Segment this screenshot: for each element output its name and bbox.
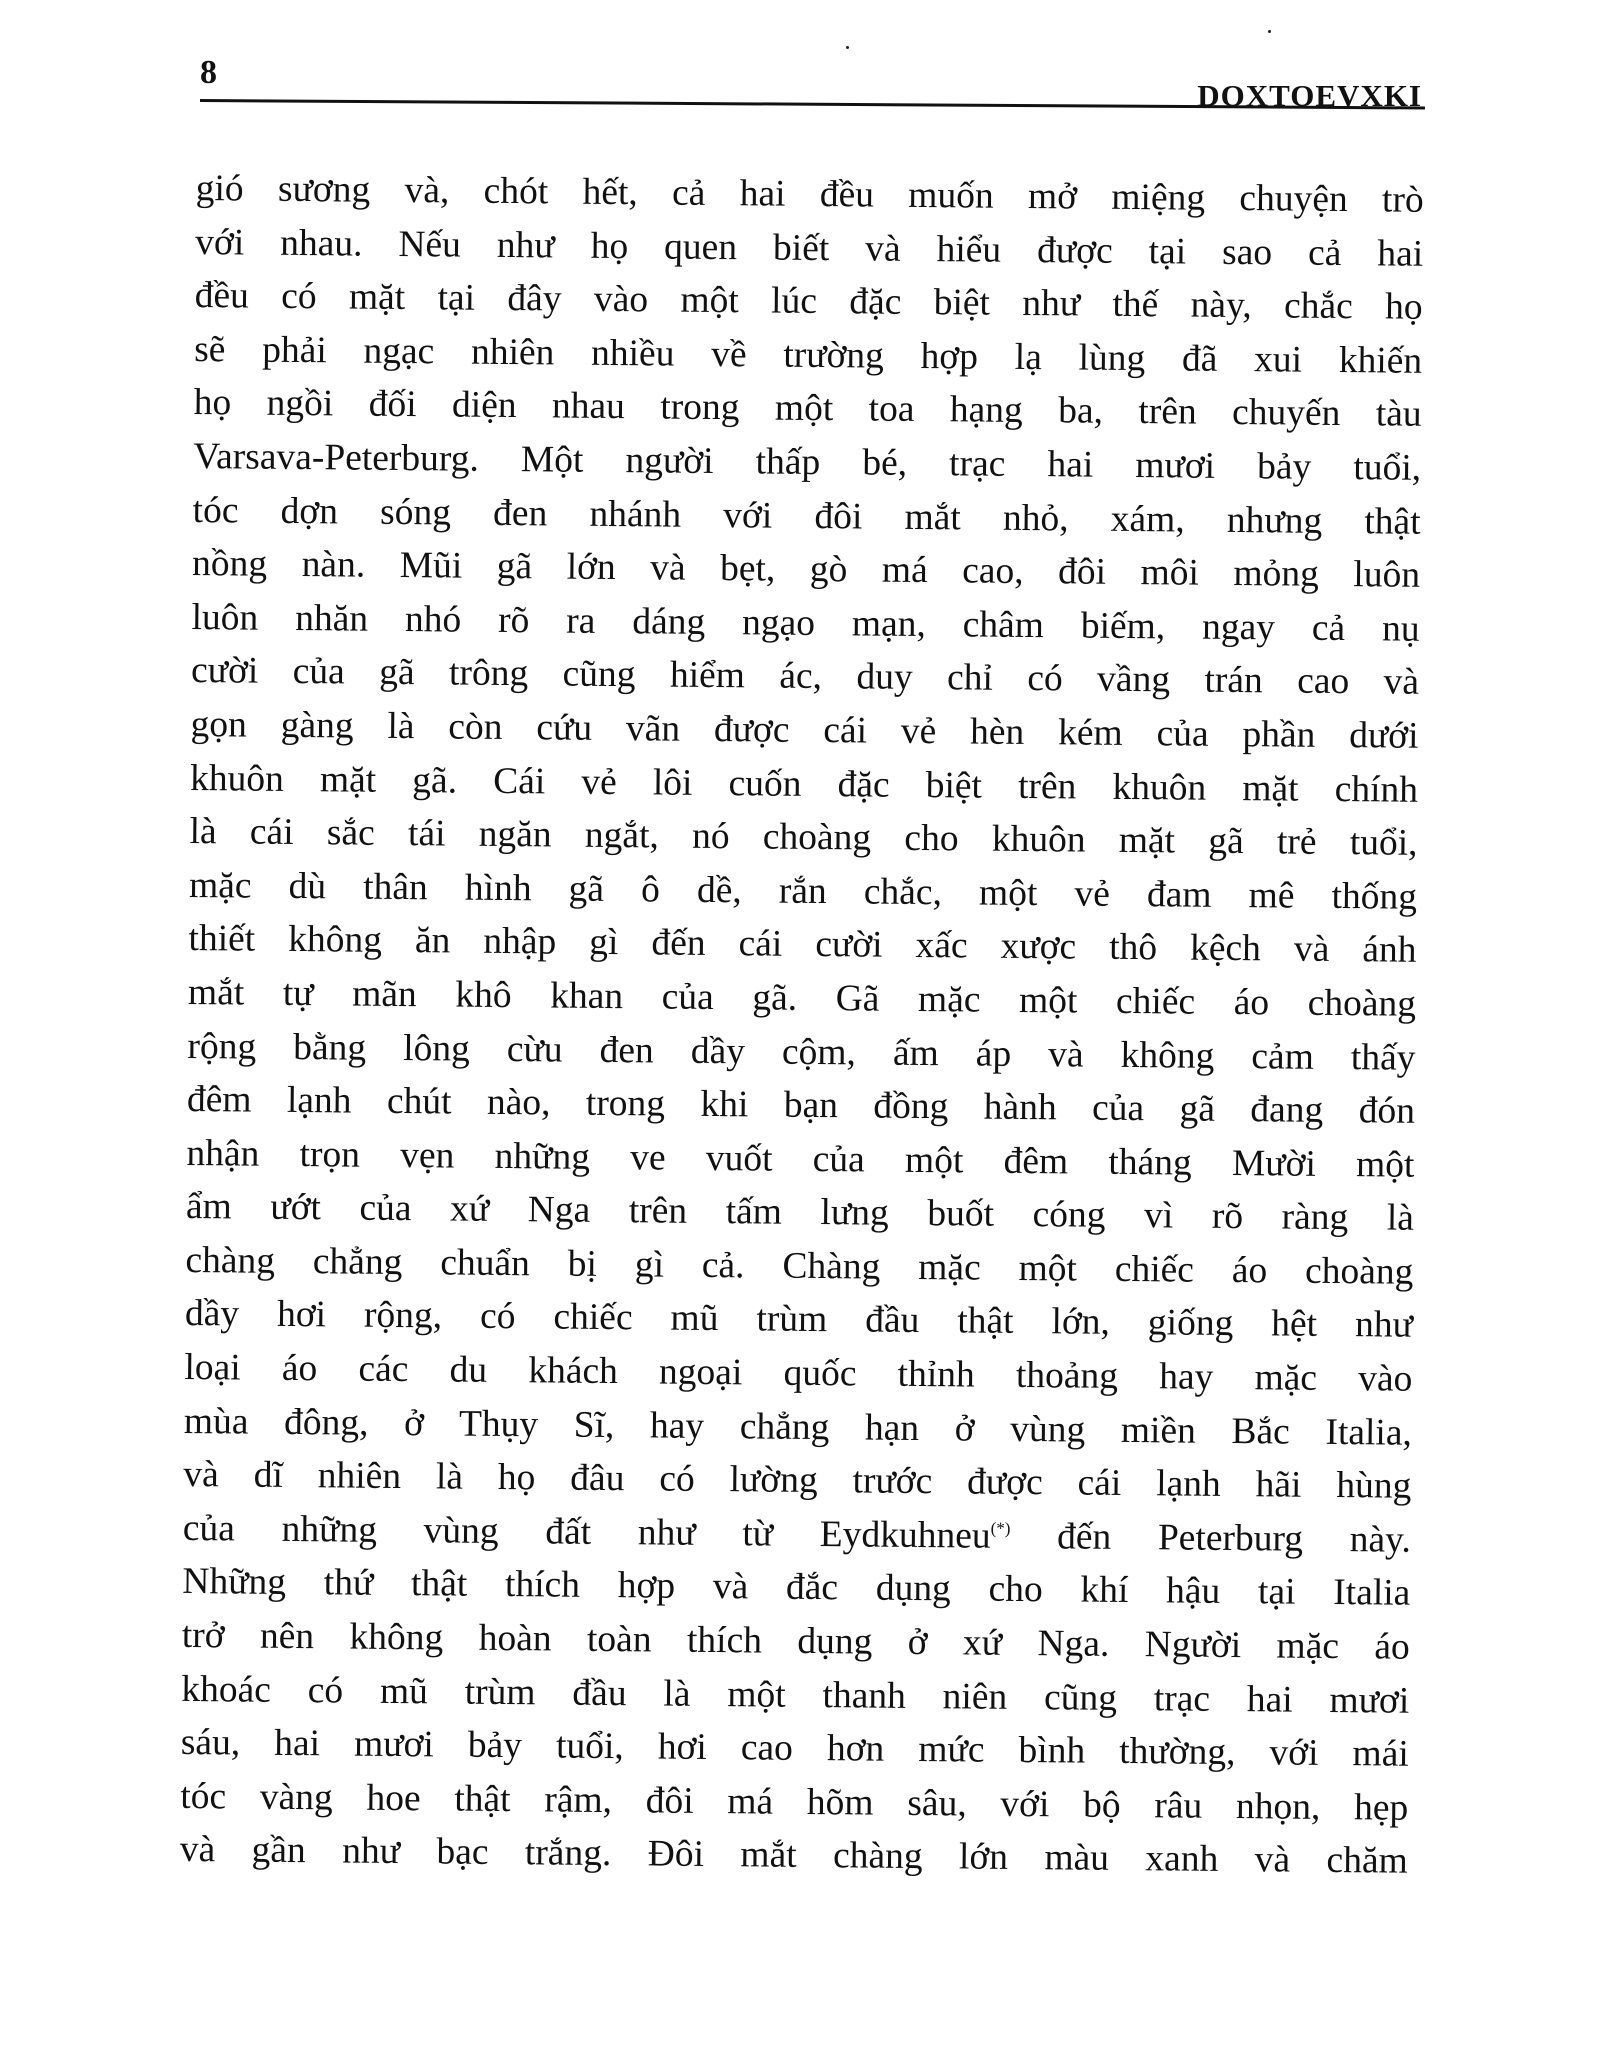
text-line: sáu, hai mươi bảy tuổi, hơi cao hơn mức bình thường, với mái <box>180 1722 1409 1775</box>
scan-speck <box>1268 30 1271 33</box>
text-line: sẽ phải ngạc nhiên nhiều về trường hợp lạ lùng đã xui khiến <box>194 328 1423 382</box>
text-line: với nhau. Nếu như họ quen biết và hiểu được tại sao cả hai <box>195 221 1424 275</box>
text-line: gọn gàng là còn cứu vãn được cái vẻ hèn kém của phần dưới <box>190 703 1419 757</box>
text-line: tóc dợn sóng đen nhánh với đôi mắt nhỏ, xám, nhưng thật <box>192 489 1421 543</box>
text-line: luôn nhăn nhó rõ ra dáng ngạo mạn, châm biếm, ngay cả nụ <box>191 596 1420 650</box>
scan-speck <box>846 46 849 49</box>
text-line: là cái sắc tái ngăn ngắt, nó choàng cho khuôn mặt gã trẻ tuổi, <box>189 811 1418 864</box>
text-line: nhận trọn vẹn những ve vuốt của một đêm tháng Mười một <box>186 1132 1415 1186</box>
text-line: mặc dù thân hình gã ô dề, rắn chắc, một vẻ đam mê thống <box>188 864 1418 918</box>
text-line-tail: đến Peterburg này. <box>1010 1515 1412 1561</box>
text-line: dầy hơi rộng, có chiếc mũ trùm đầu thật lớn, giống hệt như <box>184 1293 1414 1347</box>
text-line: mùa đông, ở Thụy Sĩ, hay chẳng hạn ở vùng miền Bắc Italia, <box>183 1400 1413 1454</box>
text-line: ẩm ướt của xứ Nga trên tấm lưng buốt cóng vì rõ ràng là <box>185 1186 1415 1240</box>
text-line: nồng nàn. Mũi gã lớn và bẹt, gò má cao, đôi môi mỏng luôn <box>191 543 1421 596</box>
text-line: đêm lạnh chút nào, trong khi bạn đồng hành của gã đang đón <box>186 1079 1416 1132</box>
text-line: thiết không ăn nhập gì đến cái cười xấc xược thô kệch và ánh <box>188 918 1417 972</box>
text-line: khoác có mũ trùm đầu là một thanh niên cũng trạc hai mươi <box>181 1668 1410 1722</box>
text-line: chàng chẳng chuẩn bị gì cả. Chàng mặc một chiếc áo choàng <box>185 1239 1414 1293</box>
text-line: mắt tự mãn khô khan của gã. Gã mặc một chiếc áo choàng <box>187 971 1417 1025</box>
text-line: trở nên không hoàn toàn thích dụng ở xứ Nga. Người mặc áo <box>181 1614 1410 1668</box>
text-line: và dĩ nhiên là họ đâu có lường trước được cái lạnh hãi hùng <box>183 1454 1412 1507</box>
text-line: tóc vàng hoe thật rậm, đôi má hõm sâu, với bộ râu nhọn, hẹp <box>180 1775 1409 1829</box>
text-line: khuôn mặt gã. Cái vẻ lôi cuốn đặc biệt trên khuôn mặt chính <box>189 757 1419 811</box>
body-text <box>180 162 1424 1889</box>
text-line: rộng bằng lông cừu đen dầy cộm, ấm áp và không cảm thấy <box>187 1025 1416 1079</box>
footnote-marker: (*) <box>990 1518 1011 1538</box>
text-line: đều có mặt tại đây vào một lúc đặc biệt như thế này, chắc họ <box>194 275 1423 328</box>
page-number: 8 <box>200 54 217 91</box>
running-head: DOXTOEVXKI <box>1197 78 1422 113</box>
text-line: gió sương và, chót hết, cả hai đều muốn mở miệng chuyện trò <box>195 167 1424 221</box>
text-line-head: của những vùng đất như từ Eydkuhneu <box>182 1507 991 1557</box>
text-line: cười của gã trông cũng hiểm ác, duy chỉ có vầng trán cao và <box>190 650 1420 704</box>
text-line: họ ngồi đối diện nhau trong một toa hạng ba, trên chuyến tàu <box>193 382 1422 436</box>
text-line: Những thứ thật thích hợp và đắc dụng cho khí hậu tại Italia <box>182 1561 1411 1615</box>
text-line: loại áo các du khách ngoại quốc thỉnh thoảng hay mặc vào <box>184 1347 1413 1400</box>
text-line: và gần như bạc trắng. Đôi mắt chàng lớn màu xanh và chăm <box>179 1829 1408 1883</box>
text-line: Varsava-Peterburg. Một người thấp bé, trạc hai mươi bảy tuổi, <box>192 435 1422 489</box>
